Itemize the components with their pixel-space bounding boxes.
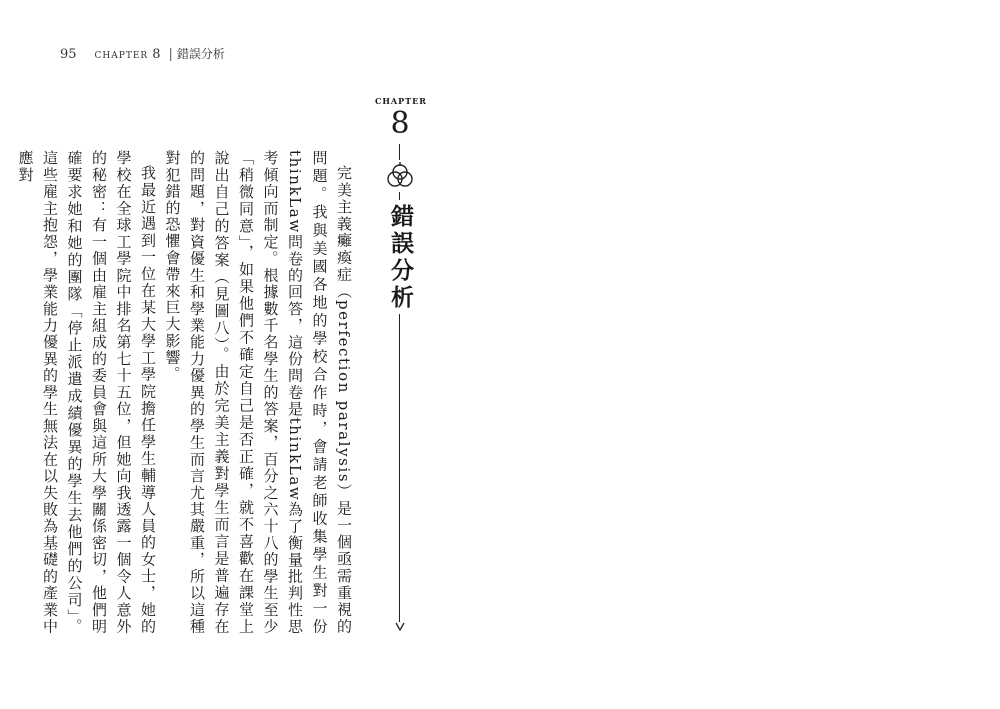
paragraph: 我最近遇到一位在某大學工學院擔任學生輔導人員的女士，她的學校在全球工學院中排名第七十五位，但她向我透露一個令人意外的秘密：有一個由雇主組成的委員會與這所大學關係密切，他們明確要求她和她的團隊「停止派遣成績優異的學生去他們的公司」。這些雇主抱怨，學業能力優異的學生無法在以失敗為基礎的產業中應對 bbox=[16, 150, 157, 635]
running-head-separator: | bbox=[168, 47, 173, 62]
chapter-rule-mid bbox=[399, 192, 400, 200]
body-text bbox=[16, 150, 356, 635]
running-head bbox=[60, 45, 225, 62]
chapter-title: 錯誤分析 bbox=[387, 204, 414, 312]
running-head-chapter-word: CHAPTER bbox=[94, 51, 149, 61]
chapter-number: 8 bbox=[390, 106, 410, 141]
running-head-title: 錯誤分析 bbox=[176, 47, 225, 61]
chapter-marker bbox=[375, 92, 425, 637]
chapter-label: CHAPTER bbox=[375, 96, 427, 106]
knot-ornament-icon bbox=[384, 160, 416, 192]
running-head-chapter-number: 8 bbox=[152, 47, 161, 62]
chapter-rule-bottom bbox=[399, 314, 400, 622]
chapter-rule-top bbox=[399, 144, 400, 160]
page-number: 95 bbox=[60, 47, 77, 62]
paragraph: 完美主義癱瘓症（perfection paralysis）是一個亟需重視的問題。我與美國各地的學校合作時，會請老師收集學生對一份thinkLaw問卷的回答，這份問卷是thinkLaw為了衡量批判性思考傾向而制定。根據數千名學生的答案，百分之六十八的學生至少「稍微同意」，如果他們不確定自己是否正確，就不喜歡在課堂上說出自己的答案（見圖八）。由於完美主義對學生而言是普遍存在的問題，對資優生和學業能力優異的學生而言尤其嚴重，所以這種對犯錯的恐懼會帶來巨大影響。 bbox=[163, 150, 353, 635]
arrow-down-icon bbox=[394, 620, 406, 632]
